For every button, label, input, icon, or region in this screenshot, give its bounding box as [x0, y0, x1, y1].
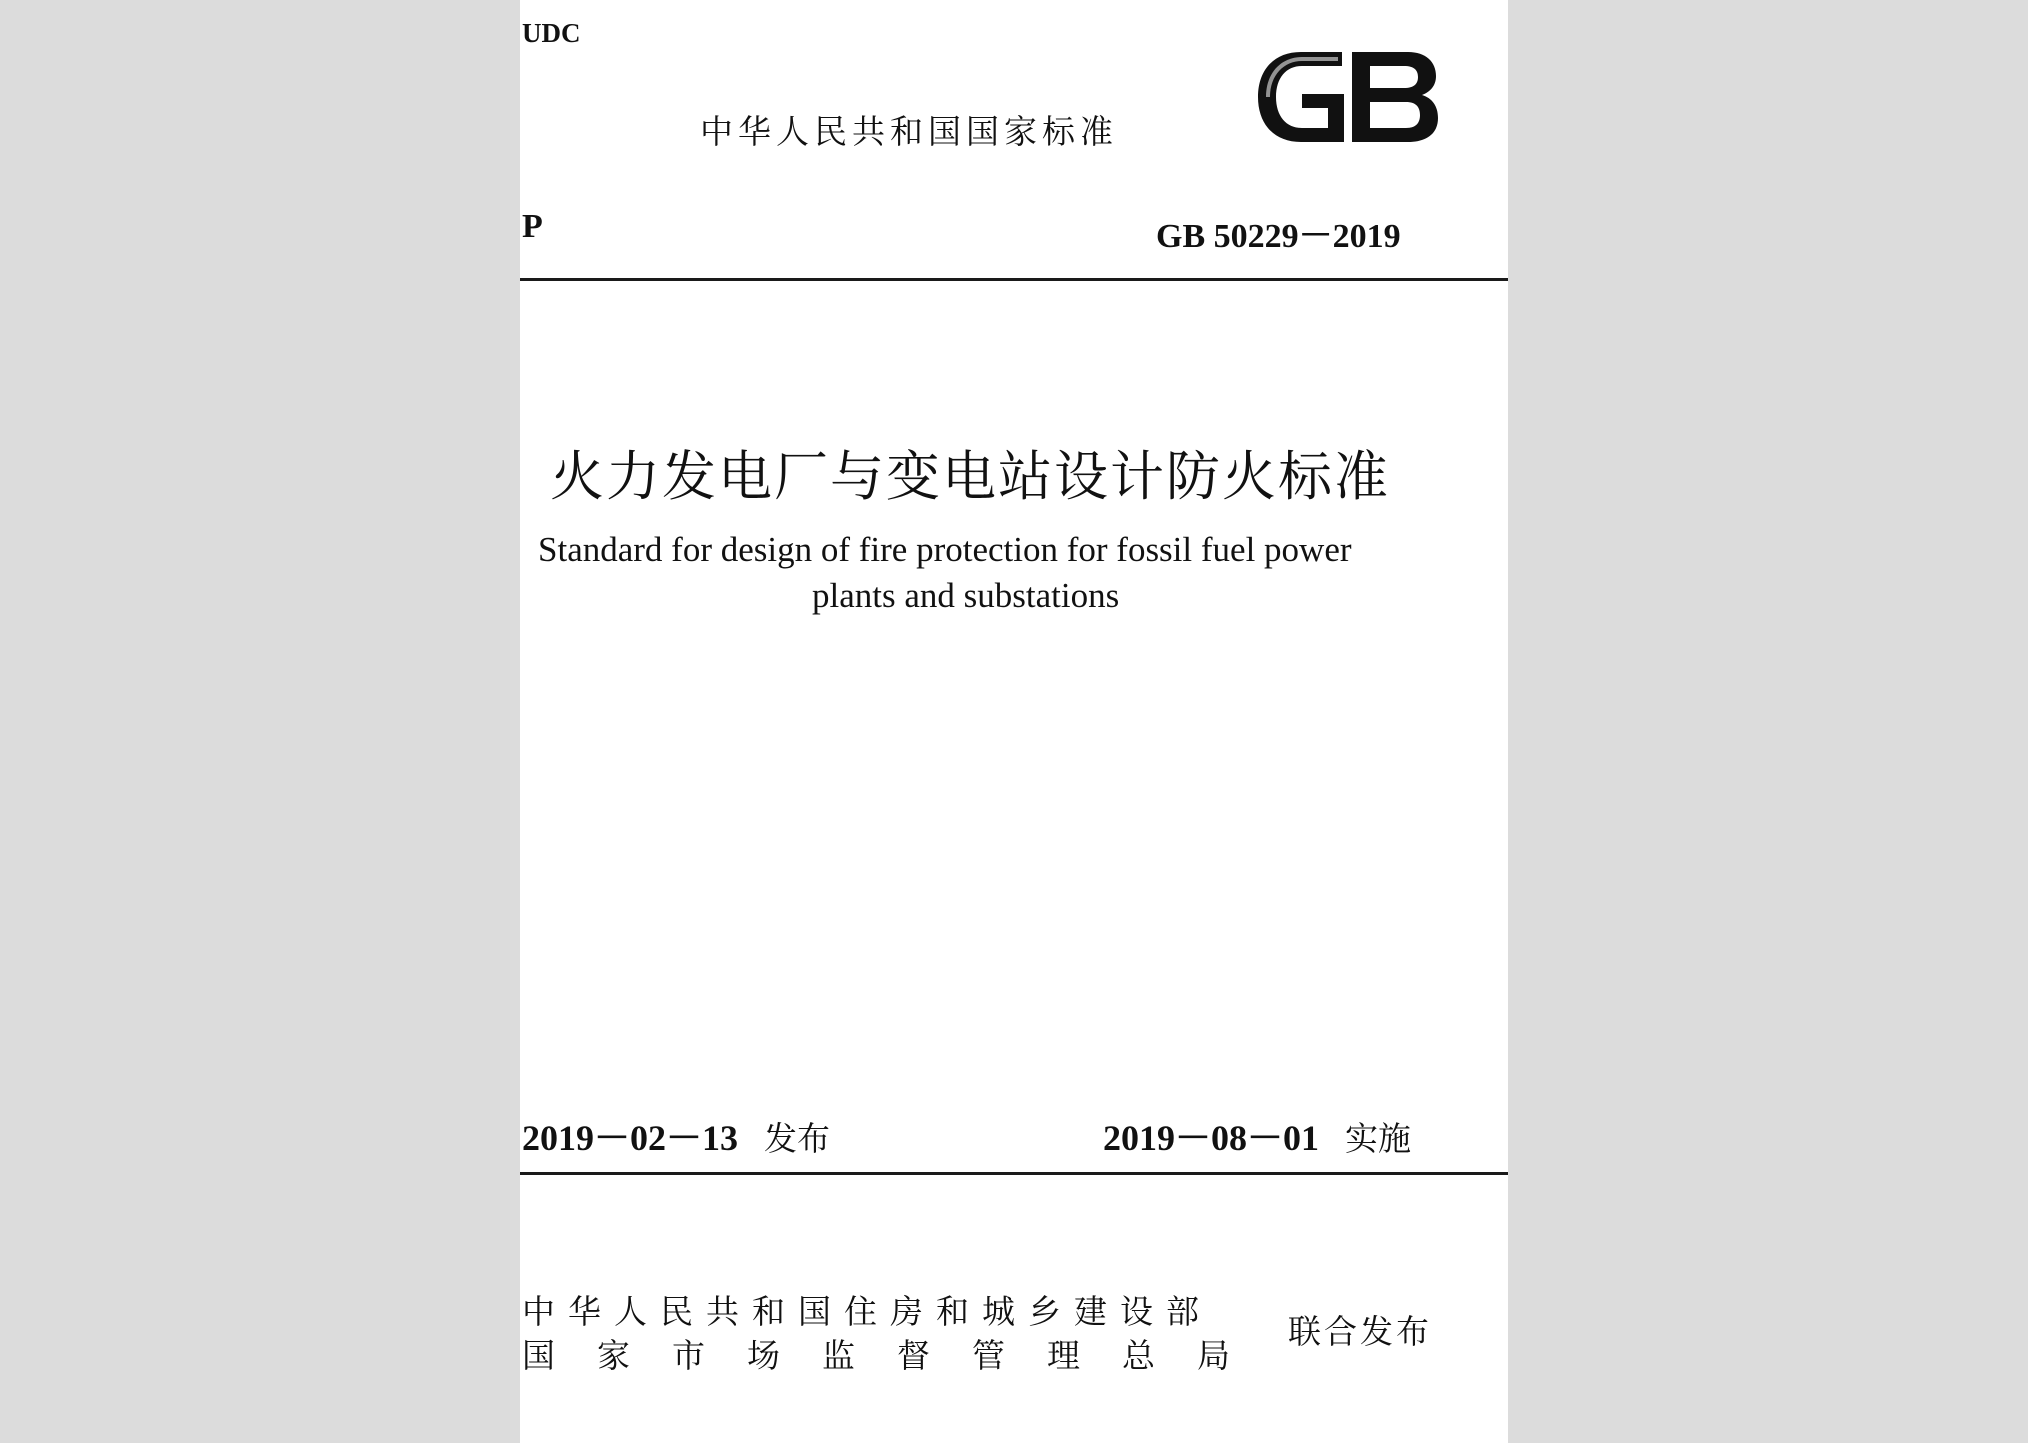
title-chinese: 火力发电厂与变电站设计防火标准 [550, 445, 1390, 508]
standard-cover [520, 0, 1508, 1443]
implement-label: 实施 [1345, 1119, 1412, 1158]
implement-date-block [1103, 1110, 1411, 1161]
standard-number: GB 50229－2019 [1156, 218, 1401, 255]
issue-date: 2019－02－13 [522, 1118, 739, 1158]
implement-date: 2019－08－01 [1103, 1118, 1320, 1158]
udc-label: UDC [522, 18, 581, 48]
national-standard-heading: 中华人民共和国国家标准 [700, 112, 1118, 151]
title-english-line2: plants and substations [812, 576, 1120, 615]
joint-issue-label: 联合发布 [1288, 1312, 1432, 1351]
classification-code: P [522, 208, 543, 245]
issue-date-block [522, 1110, 830, 1161]
top-divider [520, 278, 1508, 281]
bottom-divider [520, 1172, 1508, 1175]
gb-logo [1254, 48, 1440, 146]
gb-logo-text: GB [1254, 48, 1256, 49]
title-english-line1: Standard for design of fire protection for fossil fuel power [538, 530, 1352, 569]
publisher-line1: 中华人民共和国住房和城乡建设部 [522, 1292, 1212, 1331]
issue-label: 发布 [764, 1119, 831, 1158]
publisher-line2: 国家市场监督管理总局 [522, 1336, 1272, 1375]
